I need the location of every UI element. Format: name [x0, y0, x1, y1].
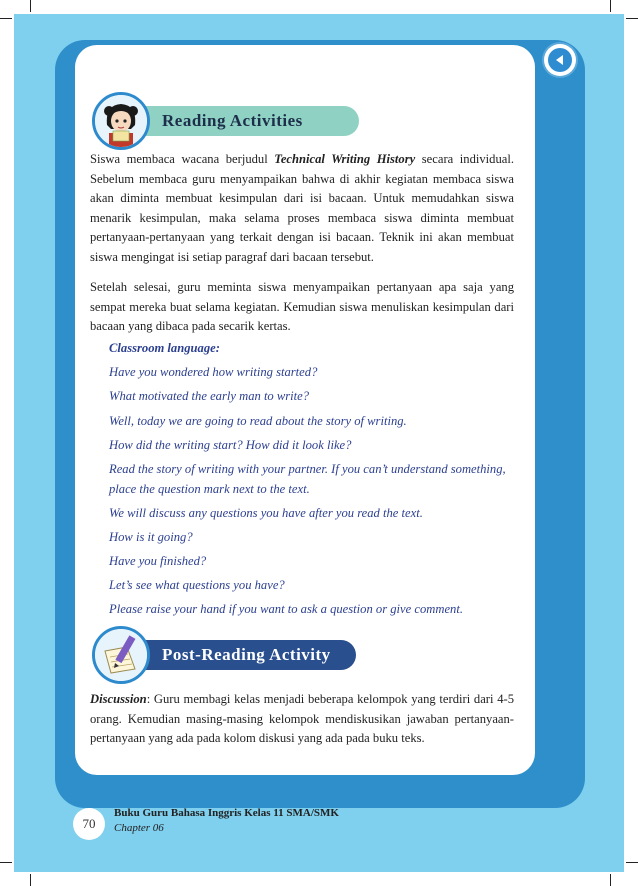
classroom-language-item: Let’s see what questions you have? [109, 578, 285, 593]
classroom-language-item: How did the writing start? How did it look like? [109, 437, 352, 452]
text-title: Technical Writing History [274, 152, 416, 166]
classroom-language-item: Well, today we are going to read about the story of writing. [109, 413, 407, 428]
paragraph-intro-rest: secara individual. Sebelum membaca guru menyampaikan bahwa di akhir kegiatan membaca siswa akan diminta membuat kesimpulan dari isi bacaan. Untuk memudahkan siswa menarik kesimpulan, maka selama proses membaca siswa diminta membuat pertanyaan-pertanyaan yang terkait dengan isi bacaan. Teknik ini akan membuat siswa mengingat isi setiap paragraf dari bacaan tersebut. [90, 152, 514, 264]
girl-reading-icon [92, 92, 150, 150]
classroom-language-item: What motivated the early man to write? [109, 389, 310, 404]
classroom-language-item: Read the story of writing with your partner. If you can’t understand something, place the question mark next to the text. [109, 461, 506, 496]
book-title: Buku Guru Bahasa Inggris Kelas 11 SMA/SMK [114, 807, 339, 819]
classroom-language-item: Have you wondered how writing started? [109, 365, 318, 380]
crop-mark [626, 862, 638, 863]
post-reading-heading [92, 626, 356, 684]
classroom-language-title: Classroom language: [109, 341, 220, 355]
classroom-language-item: We will discuss any questions you have after you read the text. [109, 505, 423, 520]
reading-activities-heading [92, 92, 359, 150]
back-arrow-icon [548, 48, 572, 72]
classroom-language-item: How is it going? [109, 529, 193, 544]
crop-mark [30, 874, 31, 886]
classroom-language-item: Have you finished? [109, 554, 207, 569]
paragraph-conclusion: Setelah selesai, guru meminta siswa menyampaikan pertanyaan apa saja yang sempat mereka buat selama kegiatan. Kemudian siswa menuliskan kesimpulan dari bacaan yang dibaca pada secarik kertas. [90, 280, 514, 334]
paragraph-intro [90, 150, 514, 268]
heading-label: Post-Reading Activity [132, 640, 356, 670]
page-number: 70 [73, 808, 105, 840]
chapter-label: Chapter 06 [114, 822, 164, 834]
discussion-label: Discussion [90, 692, 147, 706]
crop-mark [610, 0, 611, 12]
classroom-language-item: Please raise your hand if you want to ask a question or give comment. [109, 602, 463, 617]
crop-mark [0, 18, 12, 19]
discussion-text: : Guru membagi kelas menjadi beberapa kelompok yang terdiri dari 4-5 orang. Kemudian masing-masing kelompok mendiskusikan jawaban pertanyaan-pertanyaan yang ada pada kolom diskusi yang ada pada buku teks. [90, 692, 514, 746]
crop-mark [610, 874, 611, 886]
classroom-language [109, 339, 519, 625]
back-button[interactable] [544, 44, 576, 76]
crop-mark [0, 862, 12, 863]
crop-mark [626, 18, 638, 19]
crop-mark [30, 0, 31, 12]
paragraph-discussion [90, 690, 514, 749]
paragraph-intro-start: Siswa membaca wacana berjudul [90, 152, 275, 166]
heading-label: Reading Activities [132, 106, 359, 136]
pen-and-paper-icon [92, 626, 150, 684]
